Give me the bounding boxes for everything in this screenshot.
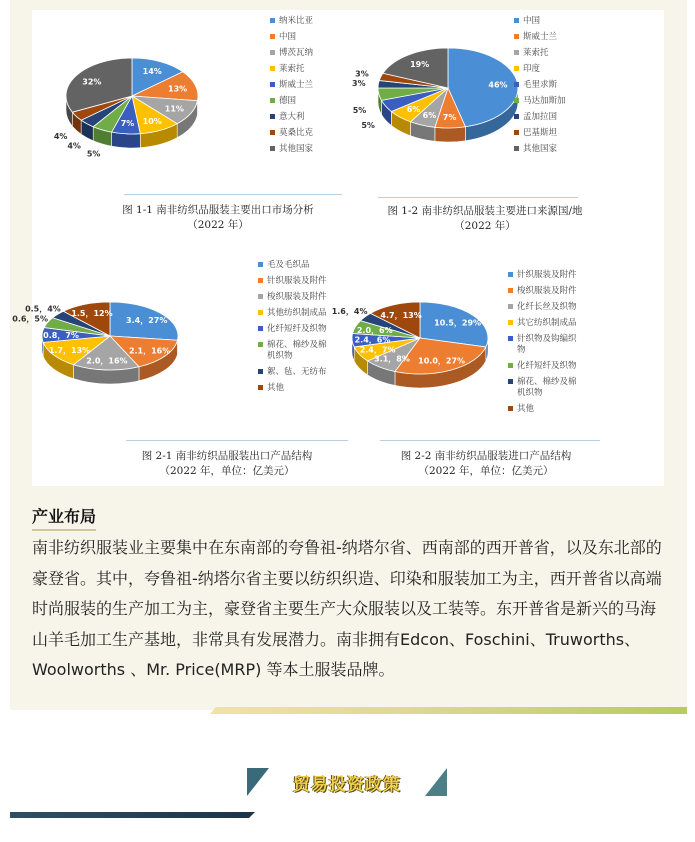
pie-slice-label: 3.4，27% xyxy=(126,315,168,325)
caption-divider xyxy=(126,440,348,441)
legend-swatch xyxy=(508,336,513,341)
legend-swatch xyxy=(258,294,263,299)
legend-swatch xyxy=(270,82,275,87)
legend-item xyxy=(508,404,579,415)
legend-label: 印度 xyxy=(523,64,541,74)
pie-slice-label: 3% xyxy=(352,79,366,89)
legend-label: 斯威士兰 xyxy=(279,80,314,90)
pie-slice-label: 1.5，12% xyxy=(71,309,113,319)
legend-swatch xyxy=(514,98,519,103)
legend-item xyxy=(508,286,579,297)
legend-swatch xyxy=(258,262,263,267)
caption-title: 图 2-1 南非纺织品服装出口产品结构 xyxy=(141,450,313,462)
legend-swatch xyxy=(508,379,513,384)
legend-export-markets xyxy=(270,16,341,160)
legend-item xyxy=(514,32,585,43)
legend-swatch xyxy=(508,288,513,293)
banner-title: 贸易投资政策 xyxy=(293,775,401,795)
legend-label: 博茨瓦纳 xyxy=(279,48,314,58)
pie-slice-label: 7% xyxy=(442,112,457,122)
legend-item xyxy=(258,324,329,335)
legend-item xyxy=(514,112,585,123)
caption-sub: （2022 年，单位：亿美元） xyxy=(159,465,295,477)
legend-item xyxy=(514,144,585,155)
pie-slice-label: 10% xyxy=(142,116,162,126)
pie-slice-label: 2.0，6% xyxy=(356,326,393,336)
pie-slice-label: 4.7，13% xyxy=(380,310,422,320)
legend-swatch xyxy=(258,385,263,390)
legend-item xyxy=(508,270,579,281)
legend-swatch xyxy=(508,320,513,325)
caption-divider xyxy=(380,440,600,441)
legend-item xyxy=(270,48,341,59)
figure-export-products xyxy=(12,250,348,486)
pie-slice-label: 2.4，7% xyxy=(359,345,396,355)
legend-swatch xyxy=(258,310,263,315)
legend-item xyxy=(514,64,585,75)
legend-item xyxy=(270,96,341,107)
legend-item xyxy=(270,144,341,155)
decorative-stripe xyxy=(210,707,687,714)
legend-import-sources xyxy=(514,16,585,160)
legend-swatch xyxy=(270,66,275,71)
legend-item xyxy=(258,276,329,287)
legend-item xyxy=(270,16,341,27)
pie-slice-label: 2.4，6% xyxy=(354,335,391,345)
legend-label: 梭织服装及附件 xyxy=(267,292,327,302)
pie-slice-label: 5% xyxy=(352,106,367,116)
legend-swatch xyxy=(508,363,513,368)
legend-swatch xyxy=(258,342,263,347)
caption-title: 图 1-1 南非纺织品服装主要出口市场分析 xyxy=(122,204,314,216)
legend-swatch xyxy=(270,18,275,23)
figure-caption xyxy=(366,449,606,479)
legend-item xyxy=(508,377,579,399)
legend-item xyxy=(508,334,579,356)
legend-label: 毛里求斯 xyxy=(523,80,558,90)
pie-slice-side xyxy=(112,132,141,148)
legend-item xyxy=(514,80,585,91)
legend-label: 其它纺织制成品 xyxy=(517,318,577,328)
legend-swatch xyxy=(270,50,275,55)
legend-label: 斯威士兰 xyxy=(523,32,558,42)
figure-import-products xyxy=(331,250,664,486)
figure-caption xyxy=(116,449,338,479)
pie-slice-label: 1.7，13% xyxy=(48,345,91,355)
legend-label: 中国 xyxy=(523,16,541,26)
legend-label: 棉花、棉纱及棉机织物 xyxy=(517,377,577,398)
pie-slice-label: 7% xyxy=(120,119,135,129)
legend-label: 纳米比亚 xyxy=(279,16,314,26)
caption-divider xyxy=(124,194,342,195)
pie-slice-label: 11% xyxy=(164,104,184,114)
legend-swatch xyxy=(258,326,263,331)
figure-import-sources xyxy=(348,10,664,245)
legend-swatch xyxy=(258,369,263,374)
pie-slice-label: 2.1，16% xyxy=(128,346,171,356)
legend-swatch xyxy=(514,50,519,55)
legend-swatch xyxy=(270,146,275,151)
legend-import-products xyxy=(508,270,579,420)
legend-label: 针织服装及附件 xyxy=(267,276,327,286)
legend-label: 其他国家 xyxy=(523,144,558,154)
pie-slice-label: 19% xyxy=(410,60,430,70)
legend-item xyxy=(258,308,329,319)
legend-item xyxy=(508,361,579,372)
legend-swatch xyxy=(508,406,513,411)
legend-label: 巴基斯坦 xyxy=(523,128,558,138)
legend-item xyxy=(258,383,329,394)
legend-label: 中国 xyxy=(279,32,297,42)
figures-panel xyxy=(12,10,664,486)
legend-item xyxy=(270,128,341,139)
legend-label: 其他 xyxy=(517,404,535,414)
caption-sub: （2022 年） xyxy=(454,220,516,232)
legend-item xyxy=(508,318,579,329)
legend-swatch xyxy=(514,34,519,39)
bottom-stripe xyxy=(10,812,255,818)
legend-swatch xyxy=(270,130,275,135)
figure-export-markets xyxy=(32,10,348,245)
legend-swatch xyxy=(514,146,519,151)
legend-item xyxy=(514,128,585,139)
legend-label: 针织服装及附件 xyxy=(517,270,577,280)
legend-swatch xyxy=(508,304,513,309)
pie-slice-label: 5% xyxy=(86,149,101,159)
pie-slice-label: 1.6，4% xyxy=(331,306,368,316)
caption-sub: （2022 年，单位：亿美元） xyxy=(418,465,554,477)
legend-item xyxy=(514,96,585,107)
legend-export-products xyxy=(258,260,329,399)
legend-item xyxy=(258,292,329,303)
legend-item xyxy=(508,302,579,313)
legend-label: 化纤长丝及织物 xyxy=(517,302,577,312)
legend-label: 莱索托 xyxy=(279,64,305,74)
legend-label: 德国 xyxy=(279,96,297,106)
legend-item xyxy=(258,260,329,271)
caption-sub: （2022 年） xyxy=(187,219,249,231)
caption-title: 图 1-2 南非纺织品服装主要进口来源国/地 xyxy=(387,205,583,217)
pie-slice-label: 14% xyxy=(142,67,162,77)
legend-label: 絮、毡、无纺布 xyxy=(267,367,327,377)
pie-slice-label: 0.5，4% xyxy=(25,304,61,314)
legend-item xyxy=(270,80,341,91)
legend-label: 梭织服装及附件 xyxy=(517,286,577,296)
legend-swatch xyxy=(270,114,275,119)
figure-caption xyxy=(362,204,608,234)
legend-label: 莫桑比克 xyxy=(279,128,314,138)
pie-slice-label: 0.8，7% xyxy=(43,331,79,341)
pie-slice-label: 3.1，8% xyxy=(374,354,410,364)
legend-label: 化纤短纤及织物 xyxy=(517,361,577,371)
legend-item xyxy=(258,340,329,362)
legend-item xyxy=(258,367,329,378)
legend-item xyxy=(514,48,585,59)
legend-label: 其他 xyxy=(267,383,285,393)
pie-slice-label: 46% xyxy=(488,80,508,90)
legend-swatch xyxy=(270,98,275,103)
pie-slice-label: 13% xyxy=(168,84,188,94)
legend-swatch xyxy=(508,272,513,277)
pie-slice-label: 32% xyxy=(82,77,102,87)
pie-slice-label: 6% xyxy=(406,104,421,114)
legend-swatch xyxy=(258,278,263,283)
legend-swatch xyxy=(514,114,519,119)
legend-label: 棉花、棉纱及棉机织物 xyxy=(267,340,327,361)
legend-label: 其他国家 xyxy=(279,144,314,154)
banner-right-triangle xyxy=(425,768,447,796)
pie-slice-label: 3% xyxy=(355,69,369,79)
pie-slice-label: 0.6，5% xyxy=(12,314,49,324)
legend-label: 毛及毛织品 xyxy=(267,260,310,270)
legend-swatch xyxy=(514,130,519,135)
legend-item xyxy=(270,64,341,75)
policy-banner xyxy=(247,768,447,796)
legend-label: 孟加拉国 xyxy=(523,112,558,122)
legend-swatch xyxy=(514,66,519,71)
caption-title: 图 2-2 南非纺织品服装进口产品结构 xyxy=(400,450,572,462)
legend-swatch xyxy=(514,82,519,87)
legend-item xyxy=(514,16,585,27)
pie-slice-label: 10.5，29% xyxy=(434,318,482,328)
pie-slice-label: 10.0，27% xyxy=(418,356,466,366)
pie-slice-label: 6% xyxy=(422,110,437,120)
caption-divider xyxy=(378,197,578,198)
legend-label: 意大利 xyxy=(279,112,305,122)
legend-label: 针织物及钩编织物 xyxy=(517,334,577,355)
pie-slice-label: 5% xyxy=(361,121,375,131)
legend-swatch xyxy=(514,18,519,23)
legend-label: 莱索托 xyxy=(523,48,549,58)
pie-slice-label: 4% xyxy=(67,141,81,151)
section-paragraph: 南非纺织服装业主要集中在东南部的夸鲁祖-纳塔尔省、西南部的西开普省，以及东北部的豪登省。其中，夸鲁祖-纳塔尔省主要以纺织织造、印染和服装加工为主，西开普省以高端时尚服装的生产加工为主，豪登省主要生产大众服装以及工装等。东开普省是新兴的马海山羊毛加工生产基地，非常具有发展潜力。南非拥有Edcon、Foschini、Truworths、Woolworths 、Mr. Price(MRP) 等本土服装品牌。 xyxy=(32,538,662,679)
legend-item xyxy=(270,112,341,123)
legend-swatch xyxy=(270,34,275,39)
legend-label: 化纤短纤及织物 xyxy=(267,324,327,334)
section-title: 产业布局 xyxy=(32,504,96,531)
pie-slice-side xyxy=(435,127,466,142)
pie-slice-label: 2.0，16% xyxy=(86,356,128,366)
legend-label: 马达加斯加 xyxy=(523,96,566,106)
legend-item xyxy=(270,32,341,43)
pie-slice-label: 4% xyxy=(53,132,68,142)
figure-caption xyxy=(92,203,344,233)
legend-label: 其他纺织制成品 xyxy=(267,308,327,318)
banner-left-triangle xyxy=(247,768,269,796)
